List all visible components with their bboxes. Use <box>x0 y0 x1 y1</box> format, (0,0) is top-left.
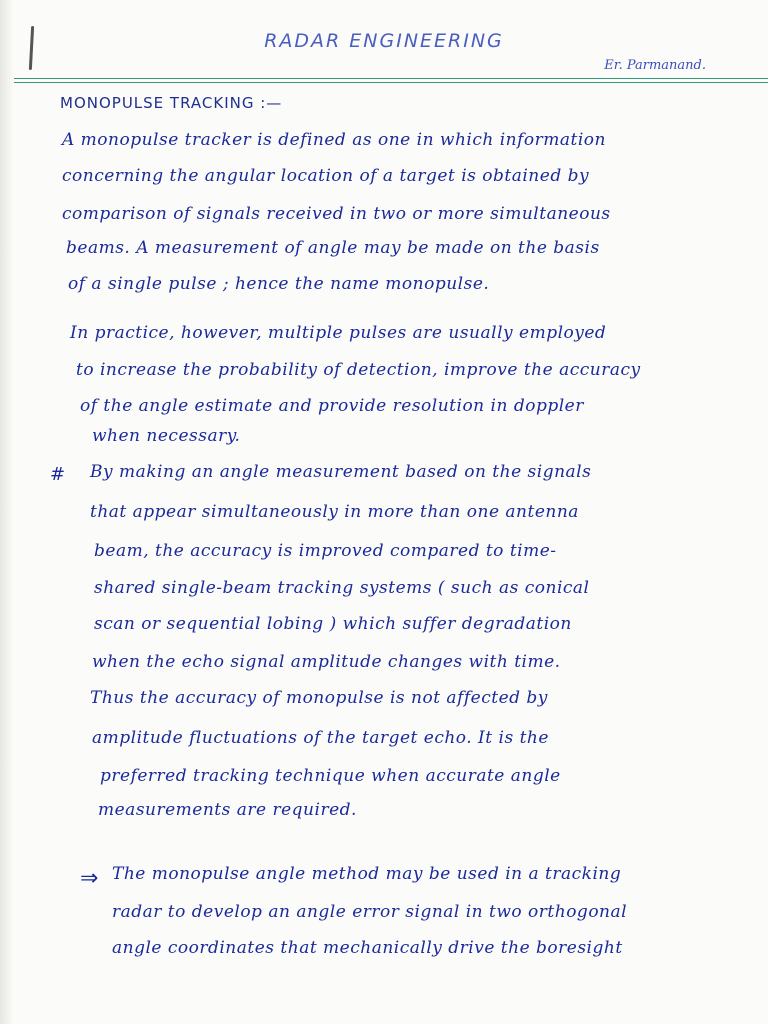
paragraph1-line: A monopulse tracker is defined as one in which information <box>62 130 606 150</box>
paragraph3-line: when the echo signal amplitude changes with time. <box>92 652 561 672</box>
paragraph4-line: preferred tracking technique when accurate angle <box>100 766 561 786</box>
paragraph2-line: to increase the probability of detection, improve the accuracy <box>76 360 641 380</box>
header-rule-second <box>14 82 768 83</box>
paragraph5-line: The monopulse angle method may be used in a tracking <box>112 864 622 884</box>
paragraph4-line: amplitude fluctuations of the target echo. It is the <box>92 728 549 748</box>
paragraph5-line: angle coordinates that mechanically drive the boresight <box>112 938 623 958</box>
paragraph3-line: By making an angle measurement based on the signals <box>90 462 592 482</box>
author-name: Er. Parmanand. <box>604 58 706 73</box>
section-heading: MONOPULSE TRACKING :— <box>60 94 283 112</box>
paragraph1-line: comparison of signals received in two or more simultaneous <box>62 204 611 224</box>
paragraph4-line: measurements are required. <box>98 800 357 820</box>
paragraph1-line: of a single pulse ; hence the name monopulse. <box>68 274 490 294</box>
hash-bullet: # <box>50 464 66 485</box>
paragraph3-line: that appear simultaneously in more than one antenna <box>90 502 579 522</box>
paragraph2-line: when necessary. <box>92 426 241 446</box>
arrow-bullet-icon: ⇒ <box>80 866 99 891</box>
paragraph2-line: In practice, however, multiple pulses are usually employed <box>70 323 607 343</box>
paragraph2-line: of the angle estimate and provide resolution in doppler <box>80 396 584 416</box>
paragraph1-line: beams. A measurement of angle may be made on the basis <box>66 238 600 258</box>
page-title: RADAR ENGINEERING <box>264 30 504 52</box>
paragraph4-line: Thus the accuracy of monopulse is not affected by <box>90 688 548 708</box>
page-binding-edge <box>0 0 14 1024</box>
paragraph3-line: scan or sequential lobing ) which suffer degradation <box>94 614 572 634</box>
paragraph1-line: concerning the angular location of a target is obtained by <box>62 166 590 186</box>
paragraph3-line: beam, the accuracy is improved compared to time- <box>94 541 557 561</box>
paragraph3-line: shared single-beam tracking systems ( such as conical <box>94 578 590 598</box>
header-rule <box>14 78 768 79</box>
paragraph5-line: radar to develop an angle error signal in two orthogonal <box>112 902 628 922</box>
